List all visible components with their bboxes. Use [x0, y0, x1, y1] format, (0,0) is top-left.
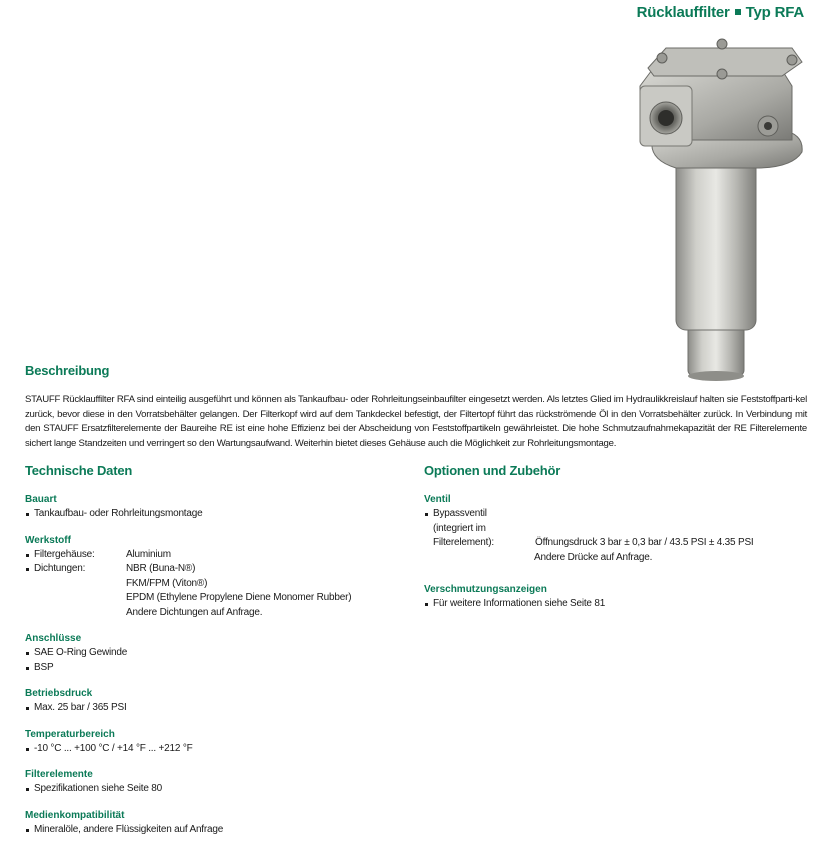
betriebsdruck-heading: Betriebsdruck — [25, 688, 93, 699]
page-title-product: Rücklauffilter — [636, 4, 730, 21]
list-item-text: Mineralöle, andere Flüssigkeiten auf Anfrage — [34, 823, 224, 835]
bullet-icon — [424, 597, 433, 612]
bullet-icon — [25, 823, 34, 838]
bauart-heading: Bauart — [25, 494, 57, 505]
list-item-text: SAE O-Ring Gewinde — [34, 647, 128, 658]
werkstoff-heading: Werkstoff — [25, 534, 71, 546]
page-title — [637, 4, 804, 21]
list-item-text: Für weitere Informationen siehe Seite 81 — [433, 598, 606, 609]
list-item — [424, 597, 814, 612]
list-item-text: -10 °C ... +100 °C / +14 °F ... +212 °F — [34, 742, 193, 754]
list-item-text: Spezifikationen siehe Seite 80 — [34, 783, 162, 794]
temperaturbereich-group — [25, 728, 405, 757]
list-item — [25, 742, 405, 757]
technische-daten-column — [25, 463, 405, 849]
title-separator-square — [735, 9, 741, 15]
bullet-icon — [25, 507, 34, 522]
anschluesse-heading: Anschlüsse — [25, 633, 82, 644]
bauart-group — [25, 493, 405, 522]
spec-value: Aluminium — [126, 548, 171, 560]
list-item-text: Tankaufbau- oder Rohrleitungsmontage — [34, 508, 203, 519]
anschluesse-group — [25, 632, 405, 675]
spec-value: Öffnungsdruck 3 bar ± 0,3 bar / 43.5 PSI ± 4.35 PSI — [535, 537, 754, 548]
product-image-rfa-filter — [632, 30, 812, 382]
list-item — [25, 823, 405, 838]
bullet-icon — [25, 646, 34, 661]
bullet-icon — [424, 507, 433, 522]
bullet-icon — [25, 742, 34, 757]
spec-value: NBR (Buna-N®) — [126, 563, 196, 574]
list-item — [25, 782, 405, 797]
list-item — [25, 507, 405, 522]
bullet-icon — [25, 548, 34, 563]
list-item-text: Max. 25 bar / 365 PSI — [34, 702, 127, 713]
spec-key: Filtergehäuse: — [34, 548, 95, 560]
spec-key: Filterelement): — [433, 537, 494, 548]
bullet-icon — [25, 562, 34, 577]
filterelemente-group — [25, 768, 405, 797]
bullet-icon — [25, 782, 34, 797]
temperaturbereich-heading: Temperaturbereich — [25, 728, 115, 740]
filterelemente-heading: Filterelemente — [25, 769, 93, 780]
list-item — [25, 548, 405, 563]
werkstoff-group — [25, 534, 405, 621]
list-item — [25, 701, 405, 716]
beschreibung-heading: Beschreibung — [25, 363, 110, 378]
list-item-text: BSP — [34, 661, 54, 673]
spec-key: Bypassventil — [433, 508, 487, 519]
spec-value: EPDM (Ethylene Propylene Diene Monomer Rubber) — [126, 592, 352, 603]
spec-value: Andere Drücke auf Anfrage. — [534, 551, 653, 563]
betriebsdruck-group — [25, 687, 405, 716]
optionen-column — [424, 463, 814, 624]
list-item — [25, 661, 405, 676]
verschmutzung-heading: Verschmutzungsanzeigen — [424, 584, 547, 595]
technische-daten-heading: Technische Daten — [25, 463, 133, 478]
bullet-icon — [25, 661, 34, 676]
list-item — [424, 507, 814, 522]
spec-key: (integriert im — [433, 522, 486, 534]
medienkompatibilitaet-group — [25, 809, 405, 838]
spec-value: FKM/FPM (Viton®) — [126, 577, 208, 589]
list-item — [25, 646, 405, 661]
spec-value: Andere Dichtungen auf Anfrage. — [126, 606, 263, 618]
verschmutzung-group — [424, 583, 814, 612]
page-title-type: Typ RFA — [745, 4, 804, 21]
list-item — [424, 536, 814, 551]
ventil-heading: Ventil — [424, 494, 451, 505]
ventil-group — [424, 493, 814, 565]
spec-key: Dichtungen: — [34, 563, 86, 574]
list-item — [25, 562, 405, 577]
optionen-heading: Optionen und Zubehör — [424, 463, 561, 478]
medienkompatibilitaet-heading: Medienkompatibilität — [25, 809, 125, 821]
beschreibung-paragraph: STAUFF Rücklauffilter RFA sind einteilig ausgeführt und können als Tankaufbau- oder Rohrleitungseinbaufilter eingesetzt werden. Als letztes Glied im Hydraulikkreislauf halten sie Feststoffparti-kel zurück, bevor diese in den Vorratsbehälter gelangen. Der Filterkopf wird auf dem Tankdeckel befestigt, der Filtertopf führt das rückströmende Öl in den Vorratsbehälter zurück. In Verbindung mit den STAUFF Ersatzfilterelemente der Baureihe RE ist eine hohe Effizienz bei der Abscheidung von Feststoffpartikeln gewährleistet. Die hohe Schmutzaufnahmekapazität der RE Filterelemente sichert lange Standzeiten und verringert so den Wartungsaufwand. Weiterhin bietet dieses Gehäuse auch die Möglichkeit zur Rohrleitungsmontage. — [25, 394, 807, 449]
bullet-icon — [25, 701, 34, 716]
